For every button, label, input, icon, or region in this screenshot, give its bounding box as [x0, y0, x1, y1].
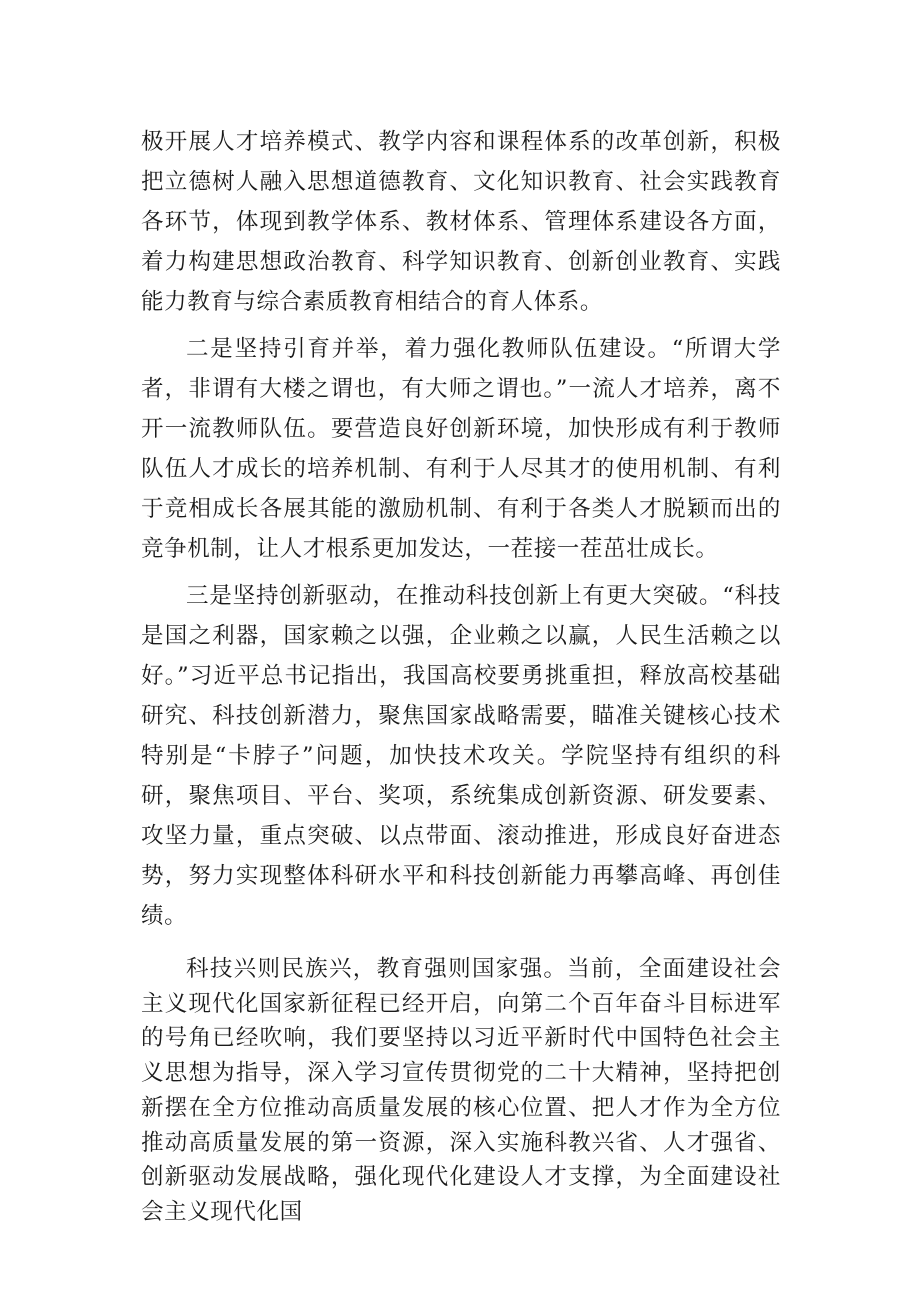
paragraph-teacher-team: 二是坚持引育并举，着力强化教师队伍建设。“所谓大学者，非谓有大楼之谓也，有大师之谓也。”一流人才培养，离不开一流教师队伍。要营造良好创新环境，加快形成有利于教师队伍人才成长的培养机制、有利于人尽其才的使用机制、有利于竞相成长各展其能的激励机制、有利于各类人才脱颖而出的竞争机制，让人才根系更加发达，一茬接一茬茁壮成长。 — [141, 336, 781, 562]
paragraph-innovation-driven: 三是坚持创新驱动，在推动科技创新上有更大突破。“科技是国之利器，国家赖之以强，企业赖之以赢，人民生活赖之以好。”习近平总书记指出，我国高校要勇挑重担，释放高校基础研究、科技创新潜力，聚焦国家战略需要，瞄准关键核心技术特别是“卡脖子”问题，加快技术攻关。学院坚持有组织的科研，聚焦项目、平台、奖项，系统集成创新资源、研发要素、攻坚力量，重点突破、以点带面、滚动推进，形成良好奋进态势，努力实现整体科研水平和科技创新能力再攀高峰、再创佳绩。 — [141, 583, 781, 929]
document-body-lower — [141, 952, 781, 1230]
paragraph-education-reform: 极开展人才培养模式、教学内容和课程体系的改革创新，积极把立德树人融入思想道德教育、文化知识教育、社会实践教育各环节，体现到教学体系、教材体系、管理体系建设各方面，着力构建思想政治教育、科学知识教育、创新创业教育、实践能力教育与综合素质教育相结合的育人体系。 — [141, 129, 781, 315]
paragraph-conclusion: 科技兴则民族兴，教育强则国家强。当前，全面建设社会主义现代化国家新征程已经开启，向第二个百年奋斗目标进军的号角已经吹响，我们要坚持以习近平新时代中国特色社会主义思想为指导，深入学习宣传贯彻党的二十大精神，坚持把创新摆在全方位推动高质量发展的核心位置、把人才作为全方位推动高质量发展的第一资源，深入实施科教兴省、人才强省、创新驱动发展战略，强化现代化建设人才支撑，为全面建设社会主义现代化国 — [141, 956, 781, 1225]
document-body-upper — [141, 122, 781, 936]
